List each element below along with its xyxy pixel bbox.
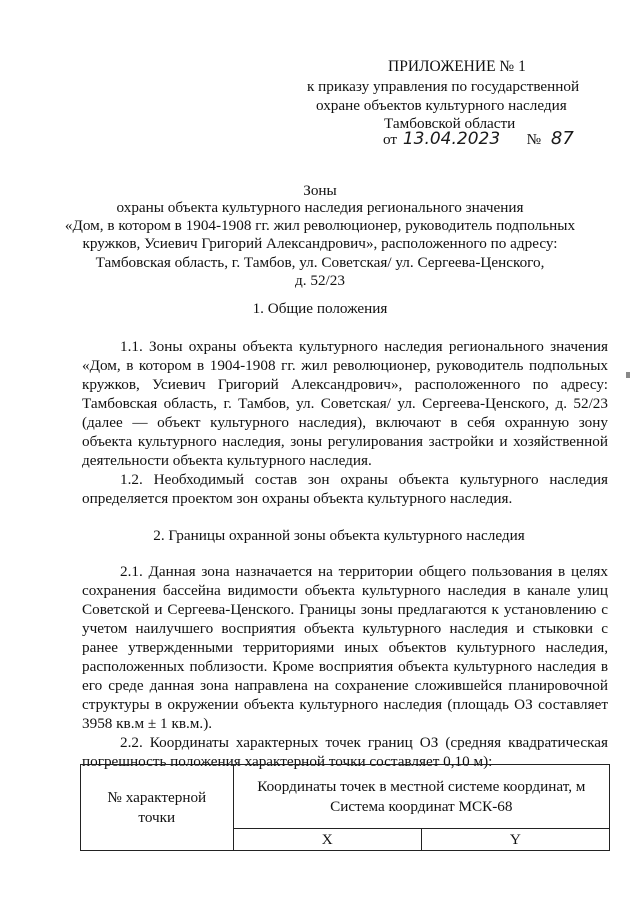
x-column-header: X <box>233 829 421 851</box>
coordinates-header-line-2: Система координат МСК-68 <box>330 797 513 815</box>
appendix-line-3: Тамбовской области <box>384 115 516 132</box>
y-column-header: Y <box>421 829 609 851</box>
paragraph-2-1: 2.1. Данная зона назначается на территории общего пользования в целях сохранения бассейна видимости объекта культурного наследия в канале улиц Советской и Сергеева-Ценского. Границы зоны предлагаются к установлению с учетом наилучшего восприятия объекта культурного наследия и стыковки с ранее утвержденными территориями иных объектов культурного наследия, расположенных поблизости. Кроме восприятия объекта культурного наследия в его среде данная зона направлена на сохранение сложившейся планировочной структуры в окружении объекта культурного наследия (площадь ОЗ составляет 3958 кв.м ± 1 кв.м.). <box>82 563 608 732</box>
paragraph-1-1: 1.1. Зоны охраны объекта культурного наследия регионального значения «Дом, в котором в 1904-1908 гг. жил революционер, руководитель подпольных кружков, Усиевич Григорий Александрович», расположенного по адресу: Тамбовская область, г. Тамбов, ул. Советская/ ул. Сергеева-Ценского, д. 52/23 (далее — объект культурного наследия), включают в себя охранную зону объекта культурного наследия, зоны регулирования застройки и хозяйственной деятельности объекта культурного наследия. <box>82 338 608 469</box>
margin-mark <box>626 372 630 378</box>
doc-title-line-4: кружков, Усиевич Григорий Александрович», расположенного по адресу: <box>82 235 558 252</box>
appendix-title: ПРИЛОЖЕНИЕ № 1 <box>388 58 526 75</box>
appendix-line-1: к приказу управления по государственной <box>307 78 580 95</box>
doc-title-line-5: Тамбовская область, г. Тамбов, ул. Советская/ ул. Сергеева-Ценского, <box>95 254 545 271</box>
section-2-body <box>82 562 608 771</box>
section-1-body <box>82 337 608 508</box>
appendix-date-row <box>383 129 574 149</box>
doc-title-line-3: «Дом, в котором в 1904-1908 гг. жил революционер, руководитель подпольных <box>64 217 576 234</box>
table-header-row <box>81 765 610 829</box>
doc-title-line-6: д. 52/23 <box>295 272 345 289</box>
handwritten-date: 13.04.2023 <box>402 129 501 149</box>
date-prefix: от <box>383 131 398 148</box>
doc-title-line-2: охраны объекта культурного наследия регионального значения <box>116 199 524 216</box>
point-number-header-text: № характерной точки <box>107 788 207 826</box>
coordinates-header-line-1: Координаты точек в местной системе координат, м <box>257 777 586 795</box>
section-1-heading: 1. Общие положения <box>252 300 388 317</box>
handwritten-number: 87 <box>550 128 574 149</box>
doc-title-line-1: Зоны <box>303 182 337 199</box>
section-2-heading: 2. Границы охранной зоны объекта культурного наследия <box>153 527 525 544</box>
coordinates-header <box>233 765 609 829</box>
paragraph-2-2: 2.2. Координаты характерных точек границ ОЗ (средняя квадратическая погрешность положения характерной точки составляет 0,10 м): <box>82 734 608 770</box>
number-prefix: № <box>526 131 542 148</box>
appendix-line-2: охране объектов культурного наследия <box>316 97 567 114</box>
coordinates-table <box>80 764 610 851</box>
point-number-header <box>81 765 234 851</box>
paragraph-1-2: 1.2. Необходимый состав зон охраны объекта культурного наследия определяется проектом зон охраны объекта культурного наследия. <box>82 471 608 507</box>
